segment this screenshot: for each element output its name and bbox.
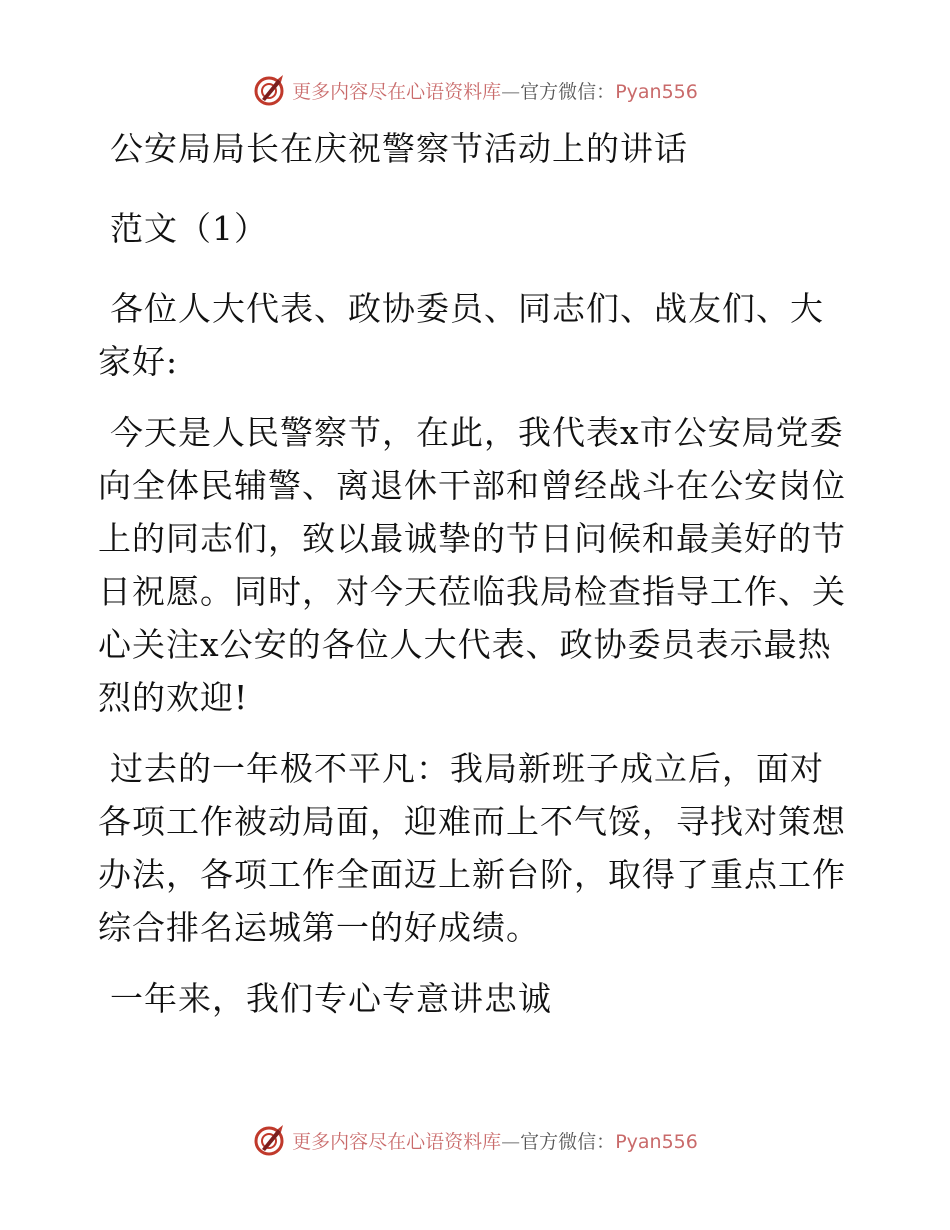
document-body (98, 122, 850, 1043)
header-wechat-id: Pyan556 (615, 80, 698, 103)
header-banner-text (292, 77, 698, 104)
paragraph-loyalty: 一年来，我们专心专意讲忠诚 (110, 979, 552, 1018)
footer-wechat-label: 官方微信： (520, 1130, 616, 1153)
quill-pen-logo-icon (252, 1123, 286, 1157)
header-banner (0, 70, 950, 110)
footer-banner-slogan: 更多内容尽在心语资料库 (292, 1130, 502, 1153)
footer-wechat-id: Pyan556 (615, 1130, 698, 1153)
paragraph-review: 过去的一年极不平凡：我局新班子成立后，面对各项工作被动局面，迎难而上不气馁，寻找对策想办法，各项工作全面迈上新台阶，取得了重点工作综合排名运城第一的好成绩。 (98, 749, 846, 947)
footer-banner (0, 1120, 950, 1160)
document-title: 公安局局长在庆祝警察节活动上的讲话 (110, 129, 688, 168)
paragraph-opening: 今天是人民警察节，在此，我代表x市公安局党委向全体民辅警、离退休干部和曾经战斗在公安岗位上的同志们，致以最诚挚的节日问候和最美好的节日祝愿。同时，对今天莅临我局检查指导工作、关心关注x公安的各位人大代表、政协委员表示最热烈的欢迎! (98, 413, 846, 717)
header-wechat-label: 官方微信： (520, 80, 616, 103)
paragraph-greeting: 各位人大代表、政协委员、同志们、战友们、大家好: (98, 289, 824, 381)
footer-banner-text (292, 1127, 698, 1154)
quill-pen-logo-icon (252, 73, 286, 107)
header-banner-slogan: 更多内容尽在心语资料库 (292, 80, 502, 103)
document-subtitle: 范文（1） (110, 209, 268, 248)
header-banner-separator: — (501, 80, 521, 103)
footer-banner-separator: — (501, 1130, 521, 1153)
